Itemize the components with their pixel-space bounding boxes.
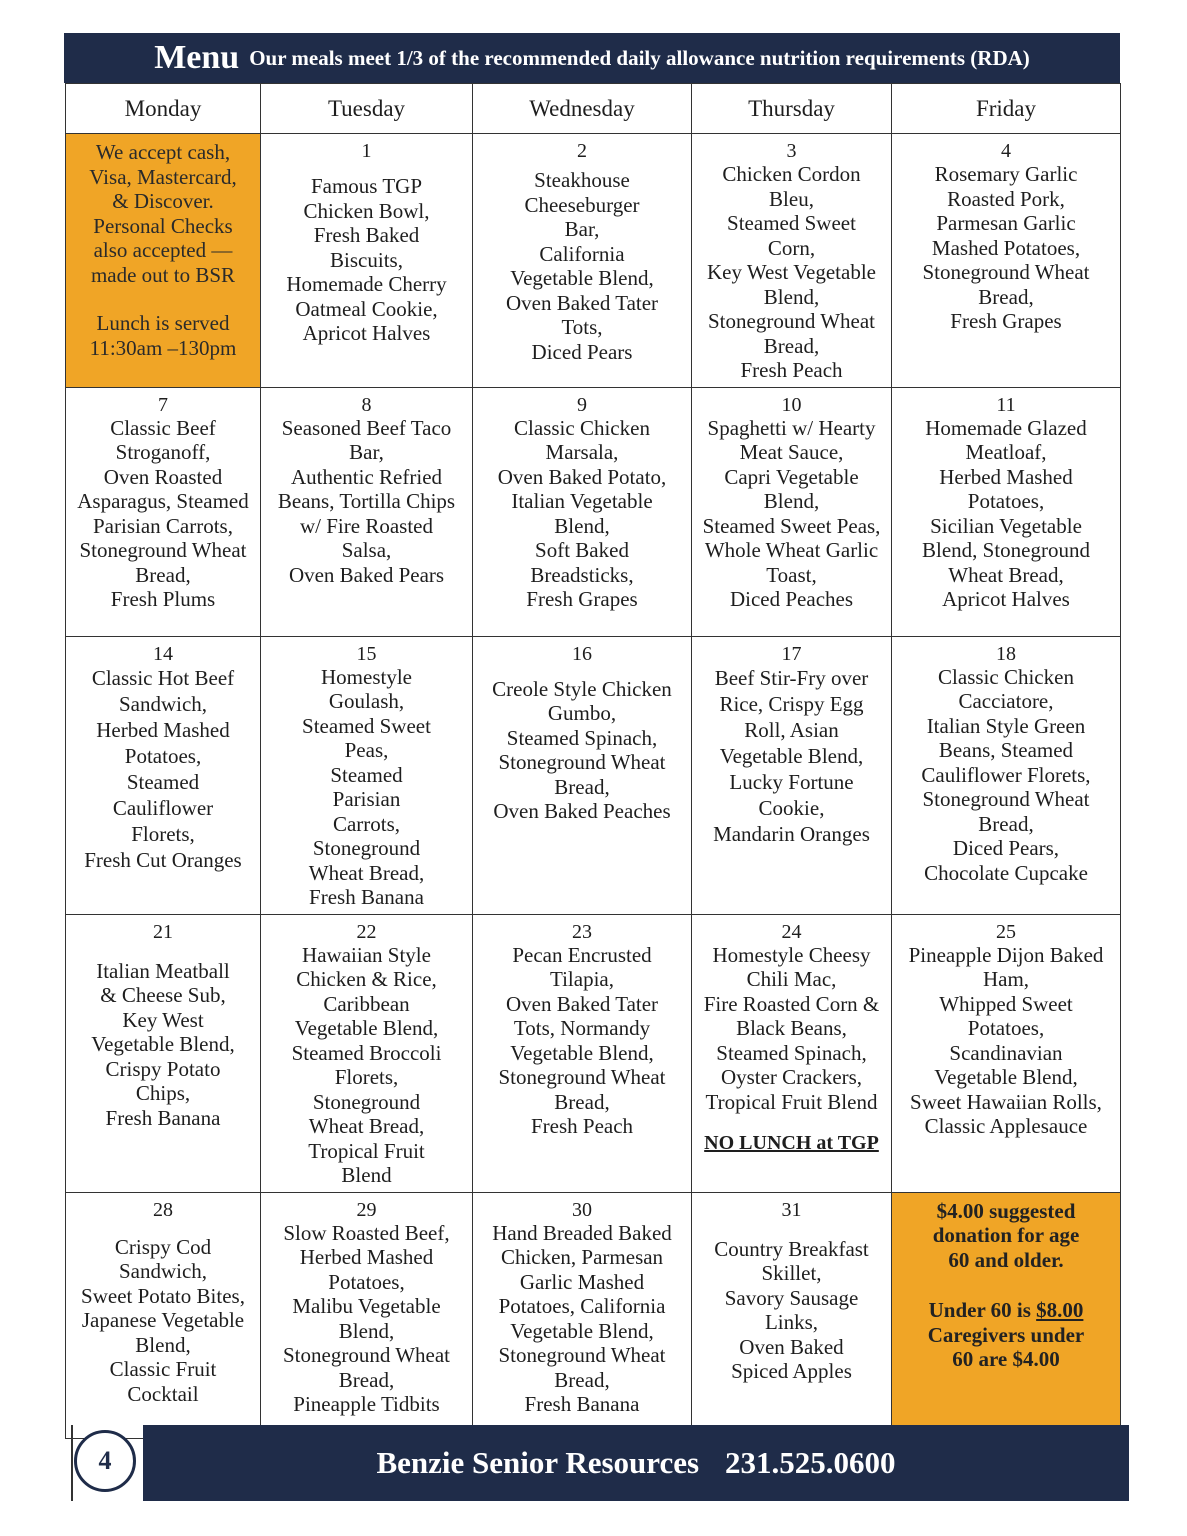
meal-description: Pecan Encrusted Tilapia, Oven Baked Tater Tots, Normandy Vegetable Blend, Stoneground Wheat Bread, Fresh Peach [498,942,666,1138]
meal-description: Slow Roasted Beef, Herbed Mashed Potatoes, Malibu Vegetable Blend, Stoneground Wheat Bread, Pineapple Tidbits [283,1220,450,1416]
menu-calendar [65,83,1121,1439]
meal-description: Classic Beef Stroganoff, Oven Roasted Asparagus, Steamed Parisian Carrots, Stoneground Wheat Bread, Fresh Plums [77,415,249,611]
meal-description: Country Breakfast Skillet, Savory Sausage Links, Oven Baked Spiced Apples [714,1236,869,1383]
payment-note: We accept cash, Visa, Mastercard, & Discover. Personal Checks also accepted — made out to BSR [89,140,237,287]
date-number: 21 [153,920,173,943]
date-number: 24 [781,920,802,943]
meal-description: Spaghetti w/ Hearty Meat Sauce, Capri Vegetable Blend, Steamed Sweet Peas, Whole Wheat Garlic Toast, Diced Peaches [702,415,881,611]
date-number: 10 [781,393,802,416]
day-cell-24 [692,914,892,1192]
table-left-border [71,1425,73,1501]
meal-description: Crispy Cod Sandwich, Sweet Potato Bites, Japanese Vegetable Blend, Classic Fruit Cocktail [81,1234,245,1406]
day-cell-1 [261,134,473,388]
meal-description: Italian Meatball & Cheese Sub, Key West Vegetable Blend, Crispy Potato Chips, Fresh Banana [91,958,235,1130]
date-number: 25 [996,920,1016,943]
date-number: 1 [361,140,372,162]
day-cell-16 [473,636,692,914]
week-row [66,914,1121,1192]
organization-name: Benzie Senior Resources [376,1445,700,1480]
lunch-time-note: Lunch is served 11:30am –130pm [89,311,237,360]
meal-description: Homestyle Cheesy Chili Mac, Fire Roasted Corn & Black Beans, Steamed Spinach, Oyster Crackers, Tropical Fruit Blend [703,942,880,1114]
meal-description: Creole Style Chicken Gumbo, Steamed Spinach, Stoneground Wheat Bread, Oven Baked Peaches [492,676,672,823]
day-cell-10 [692,387,892,636]
under-60-price: Under 60 is $8.00 [928,1298,1084,1322]
date-number: 14 [153,642,173,665]
date-number: 9 [577,393,587,416]
meal-description: Steakhouse Cheeseburger Bar, California Vegetable Blend, Oven Baked Tater Tots, Diced Pears [505,168,659,364]
day-cell-4 [892,134,1121,388]
week-row [66,636,1121,914]
meal-description: Famous TGP Chicken Bowl, Fresh Baked Biscuits, Homemade Cherry Oatmeal Cookie, Apricot Halves [286,174,447,345]
date-number: 15 [356,642,377,665]
day-cell-11 [892,387,1121,636]
meal-description: Homemade Glazed Meatloaf, Herbed Mashed Potatoes, Sicilian Vegetable Blend, Stoneground Wheat Bread, Apricot Halves [922,415,1090,611]
day-cell-14 [66,636,261,914]
meal-description: Pineapple Dijon Baked Ham, Whipped Sweet Potatoes, Scandinavian Vegetable Blend, Sweet Hawaiian Rolls, Classic Applesauce [908,942,1104,1138]
date-number: 29 [356,1198,377,1221]
date-number: 17 [781,642,802,665]
date-number: 3 [786,140,797,162]
date-number: 2 [577,140,587,162]
day-cell-31 [692,1192,892,1438]
day-header-friday: Friday [892,84,1121,134]
day-header-thursday: Thursday [692,84,892,134]
page-number-badge: 4 [74,1430,136,1492]
meal-description: Beef Stir-Fry over Rice, Crispy Egg Roll, Asian Vegetable Blend, Lucky Fortune Cookie, Mandarin Oranges [713,665,870,846]
date-number: 18 [996,642,1016,665]
day-cell-2 [473,134,692,388]
meal-description: Homestyle Goulash, Steamed Sweet Peas, Steamed Parisian Carrots, Stoneground Wheat Bread, Fresh Banana [302,664,431,909]
day-cell-15 [261,636,473,914]
date-number: 31 [781,1198,802,1221]
meal-description: Hand Breaded Baked Chicken, Parmesan Garlic Mashed Potatoes, California Vegetable Blend, Stoneground Wheat Bread, Fresh Banana [492,1220,672,1416]
weekday-header-row [66,84,1121,134]
day-header-tuesday: Tuesday [261,84,473,134]
payment-info-cell [66,134,261,388]
day-cell-21 [66,914,261,1192]
day-cell-18 [892,636,1121,914]
no-lunch-notice: NO LUNCH at TGP [704,1132,879,1154]
meal-description: Classic Chicken Marsala, Oven Baked Potato, Italian Vegetable Blend, Soft Baked Breadsticks, Fresh Grapes [497,415,667,611]
meal-description: Classic Chicken Cacciatore, Italian Style Green Beans, Steamed Cauliflower Florets, Stoneground Wheat Bread, Diced Pears, Chocolate Cupcake [921,664,1091,885]
menu-banner [64,33,1120,83]
day-cell-28 [66,1192,261,1438]
day-header-monday: Monday [66,84,261,134]
donation-info-cell: $4.00 suggested donation for age 60 and older. Under 60 is $8.00 Caregivers under 60 are $4.00 [892,1192,1121,1438]
date-number: 7 [158,393,168,416]
day-cell-25 [892,914,1121,1192]
date-number: 22 [356,920,377,943]
menu-title: Menu [154,39,240,76]
meal-description: Seasoned Beef Taco Bar, Authentic Refried Beans, Tortilla Chips w/ Fire Roasted Salsa, Oven Baked Pears [277,415,456,587]
date-number: 16 [572,642,592,665]
day-cell-9 [473,387,692,636]
week-row [66,1192,1121,1438]
meal-description: Chicken Cordon Bleu, Steamed Sweet Corn, Key West Vegetable Blend, Stoneground Wheat Bread, Fresh Peach [707,162,876,382]
rda-note: Our meals meet 1/3 of the recommended daily allowance nutrition requirements (RDA) [249,45,1030,70]
meal-description: Rosemary Garlic Roasted Pork, Parmesan Garlic Mashed Potatoes, Stoneground Wheat Bread, Fresh Grapes [922,162,1090,333]
day-cell-7 [66,387,261,636]
day-cell-3 [692,134,892,388]
phone-number: 231.525.0600 [725,1445,896,1480]
footer-bar [143,1425,1129,1501]
day-cell-22 [261,914,473,1192]
day-cell-23 [473,914,692,1192]
day-cell-17 [692,636,892,914]
day-cell-8 [261,387,473,636]
meal-description: Hawaiian Style Chicken & Rice, Caribbean Vegetable Blend, Steamed Broccoli Florets, Stoneground Wheat Bread, Tropical Fruit Blend [291,942,442,1187]
date-number: 23 [572,920,592,943]
date-number: 11 [996,393,1016,416]
date-number: 4 [1001,140,1011,162]
day-cell-30 [473,1192,692,1438]
week-row [66,387,1121,636]
day-header-wednesday: Wednesday [473,84,692,134]
date-number: 8 [361,393,372,416]
date-number: 28 [153,1198,173,1221]
meal-description: Classic Hot Beef Sandwich, Herbed Mashed Potatoes, Steamed Cauliflower Florets, Fresh Cut Oranges [84,665,242,872]
day-cell-29 [261,1192,473,1438]
week-row [66,134,1121,388]
date-number: 30 [572,1198,592,1221]
